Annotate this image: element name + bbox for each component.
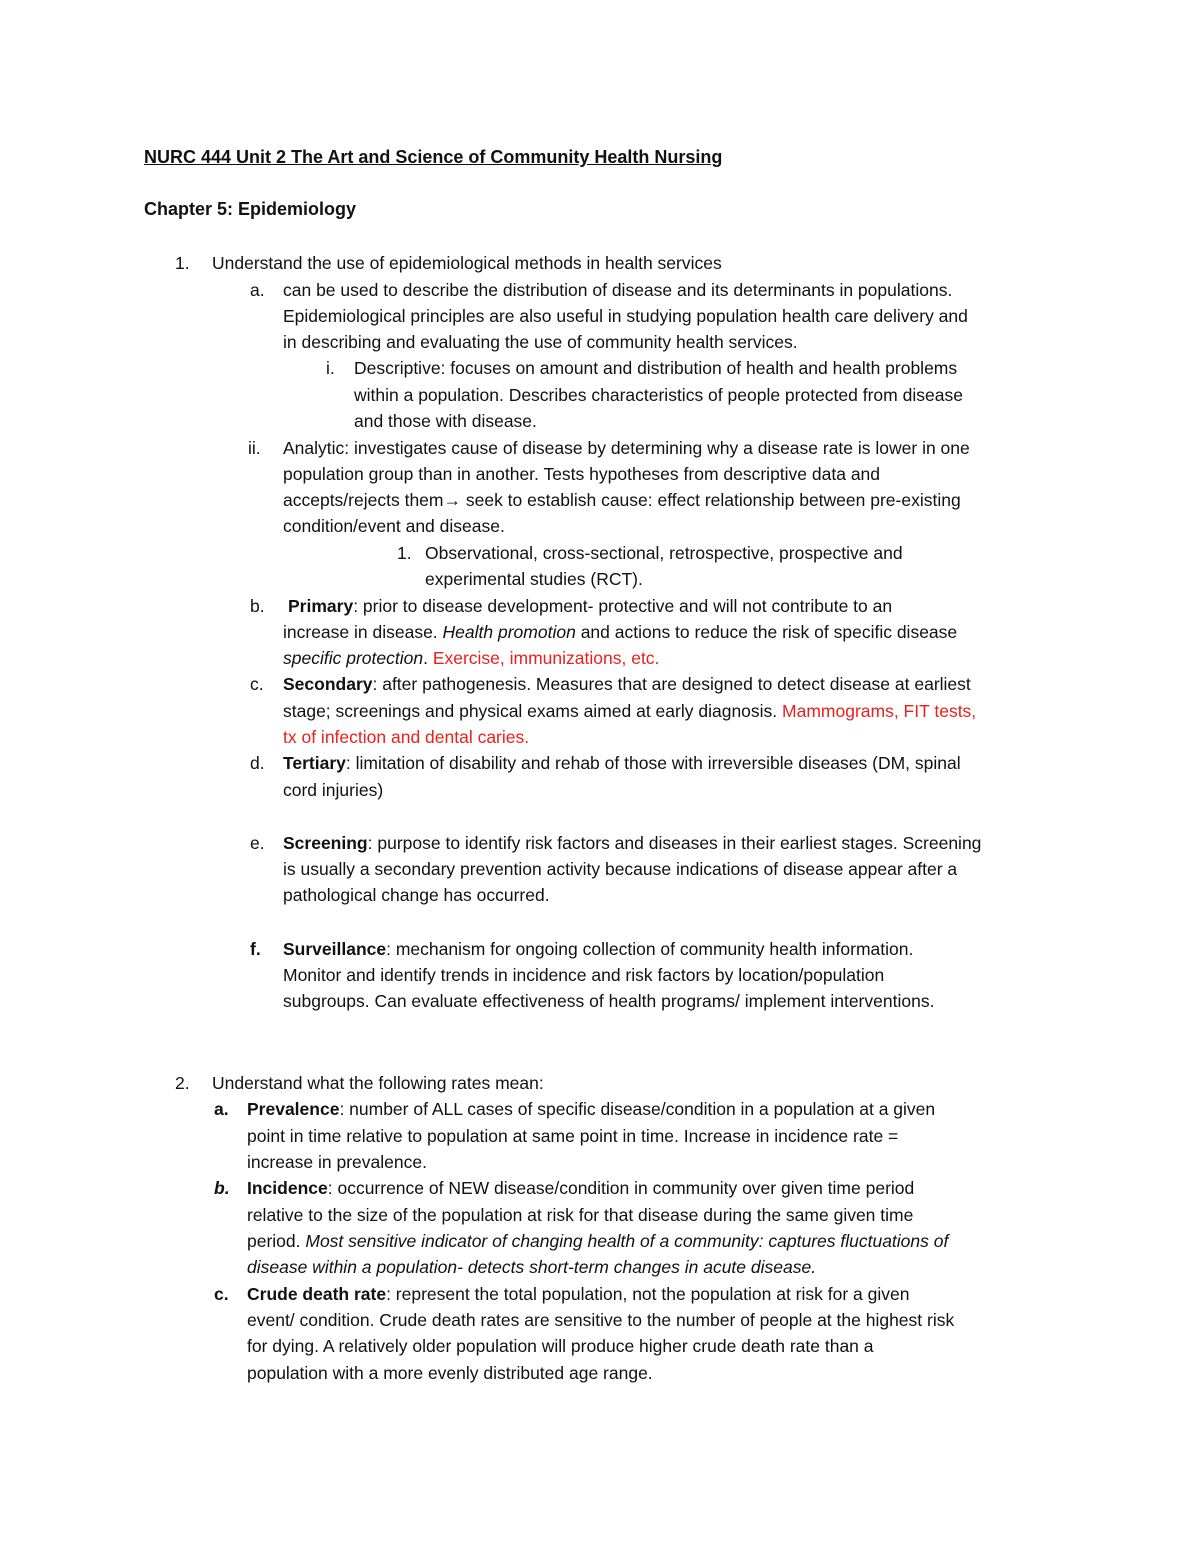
item-2a-line2: point in time relative to population at same point in time. Increase in incidence rate = (247, 1126, 899, 1146)
item-2a-term: Prevalence (247, 1099, 340, 1119)
item-1f-rest1: : mechanism for ongoing collection of community health information. (386, 939, 914, 959)
item-2c-marker: c. (214, 1284, 229, 1304)
item-2c-line2: event/ condition. Crude death rates are sensitive to the number of people at the highest risk (247, 1310, 955, 1330)
item-1b-line3-red: Exercise, immunizations, etc. (432, 648, 660, 668)
document-title: NURC 444 Unit 2 The Art and Science of Community Health Nursing (144, 147, 723, 167)
item-2c-line3: for dying. A relatively older population will produce higher crude death rate than a (247, 1336, 874, 1356)
item-1aii-marker: ii. (248, 438, 261, 458)
item-2b-line3-italic: Most sensitive indicator of changing health of a community: captures fluctuations of (305, 1231, 949, 1251)
item-1b-line2 (283, 621, 957, 643)
item-1d-term: Tertiary (283, 753, 346, 773)
item-1aii-line4: condition/event and disease. (283, 516, 505, 536)
section1-heading: Understand the use of epidemiological methods in health services (212, 253, 722, 273)
item-1ai-line1: Descriptive: focuses on amount and distribution of health and health problems (354, 358, 958, 378)
item-2b-line1 (247, 1177, 914, 1199)
item-1e-rest1: : purpose to identify risk factors and diseases in their earliest stages. Screening (367, 833, 982, 853)
item-2a-marker: a. (214, 1099, 229, 1119)
item-1e-line3: pathological change has occurred. (283, 885, 550, 905)
item-1aii-line2: population group than in another. Tests hypotheses from descriptive data and (283, 464, 881, 484)
item-1aii-line3-rest: seek to establish cause: effect relationship between pre-existing (465, 490, 961, 510)
item-1f-line2: Monitor and identify trends in incidence and risk factors by location/population (283, 965, 885, 985)
item-1b-term: Primary (288, 596, 354, 616)
item-1d-rest1: : limitation of disability and rehab of those with irreversible diseases (DM, spinal (345, 753, 961, 773)
item-1b-line1 (288, 595, 892, 617)
item-1a-line2: Epidemiological principles are also useful in studying population health care delivery and (283, 306, 968, 326)
section2-number: 2. (175, 1073, 190, 1093)
item-2b-line3 (247, 1230, 948, 1252)
item-2a-rest1: : number of ALL cases of specific disease/condition in a population at a given (339, 1099, 936, 1119)
item-1e-term: Screening (283, 833, 368, 853)
item-1c-marker: c. (250, 674, 264, 694)
item-2c-line1 (247, 1283, 909, 1305)
item-1e-line2: is usually a secondary prevention activity because indications of disease appear after a (283, 859, 958, 879)
item-1f-line3: subgroups. Can evaluate effectiveness of health programs/ implement interventions. (283, 991, 935, 1011)
item-1b-line3 (283, 647, 659, 669)
item-1c-line2-plain: stage; screenings and physical exams aimed at early diagnosis. (283, 701, 783, 721)
item-2c-line4: population with a more evenly distributed age range. (247, 1363, 653, 1383)
chapter-heading: Chapter 5: Epidemiology (144, 199, 357, 219)
item-1c-rest1: : after pathogenesis. Measures that are designed to detect disease at earliest (372, 674, 971, 694)
section1-number: 1. (175, 253, 190, 273)
item-1d-line2: cord injuries) (283, 780, 384, 800)
item-1b-line3-plain: . (423, 648, 433, 668)
item-1b-line2-plain: increase in disease. (283, 622, 443, 642)
item-1e-line1 (283, 832, 981, 854)
item-1c-line2-red: Mammograms, FIT tests, (782, 701, 977, 721)
item-1ai-line3: and those with disease. (354, 411, 537, 431)
right-arrow-icon: → (443, 490, 461, 510)
item-2b-line2: relative to the size of the population at risk for that disease during the same given time (247, 1205, 914, 1225)
item-1b-rest1: : prior to disease development- protective and will not contribute to an (353, 596, 893, 616)
item-1aii1-marker: 1. (397, 543, 412, 563)
item-2c-term: Crude death rate (247, 1284, 387, 1304)
item-1aii-line1: Analytic: investigates cause of disease by determining why a disease rate is lower in one (283, 438, 970, 458)
item-1a-marker: a. (250, 280, 265, 300)
item-1b-line2-rest: and actions to reduce the risk of specific disease (575, 622, 958, 642)
item-1aii-line3-text: accepts/rejects them (283, 490, 444, 510)
item-2a-line1 (247, 1098, 935, 1120)
item-2b-line3-plain: period. (247, 1231, 306, 1251)
item-1c-term: Secondary (283, 674, 373, 694)
item-1b-line2-italic: Health promotion (442, 622, 576, 642)
item-1c-line3: tx of infection and dental caries. (283, 727, 530, 747)
section2-heading: Understand what the following rates mean: (212, 1073, 544, 1093)
item-1f-line1 (283, 938, 913, 960)
item-1aii-line3 (283, 489, 961, 511)
item-2a-line3: increase in prevalence. (247, 1152, 427, 1172)
item-1aii1-line2: experimental studies (RCT). (425, 569, 643, 589)
item-2b-marker: b. (214, 1178, 230, 1198)
item-1f-marker: f. (250, 939, 261, 959)
item-1c-line2 (283, 700, 976, 722)
item-1d-marker: d. (250, 753, 265, 773)
item-1ai-marker: i. (326, 358, 335, 378)
item-1b-line3-italic: specific protection (283, 648, 424, 668)
item-2b-term: Incidence (247, 1178, 328, 1198)
item-1f-term: Surveillance (283, 939, 387, 959)
item-2b-rest1: : occurrence of NEW disease/condition in community over given time period (327, 1178, 915, 1198)
item-1b-marker: b. (250, 596, 265, 616)
item-2b-line4: disease within a population- detects short-term changes in acute disease. (247, 1257, 817, 1277)
item-1e-marker: e. (250, 833, 265, 853)
item-1ai-line2: within a population. Describes characteristics of people protected from disease (354, 385, 963, 405)
item-1c-line1 (283, 673, 971, 695)
item-1a-line1: can be used to describe the distribution of disease and its determinants in populations. (283, 280, 953, 300)
item-1d-line1 (283, 752, 961, 774)
item-1aii1-line1: Observational, cross-sectional, retrospective, prospective and (425, 543, 903, 563)
item-2c-rest1: : represent the total population, not the population at risk for a given (386, 1284, 910, 1304)
item-1a-line3: in describing and evaluating the use of community health services. (283, 332, 798, 352)
